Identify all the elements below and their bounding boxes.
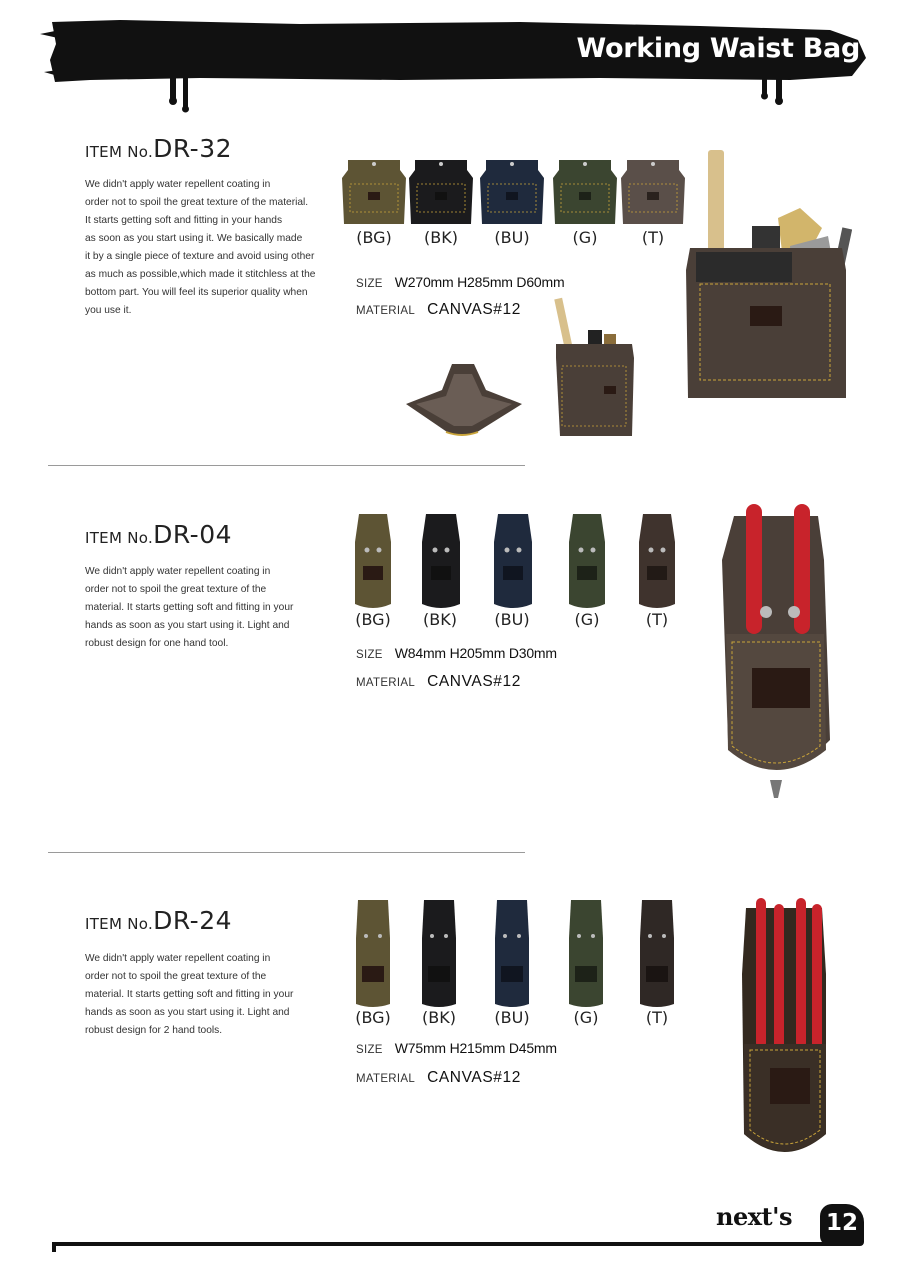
color-label: (BK) bbox=[423, 610, 457, 629]
description-line: as much as possible,which made it stitchless at the bbox=[85, 269, 316, 280]
waist-bag-thumbnail bbox=[409, 156, 473, 228]
holster-thumbnail bbox=[354, 898, 392, 1010]
holster-thumbnail bbox=[353, 512, 393, 612]
color-variant-bg bbox=[353, 512, 393, 629]
material-key: MATERIAL bbox=[356, 305, 416, 317]
color-variant-g bbox=[567, 512, 607, 629]
size-value: W75mm H215mm D45mm bbox=[394, 1040, 557, 1056]
color-label: (BU) bbox=[494, 610, 530, 629]
size-key: SIZE bbox=[356, 278, 383, 290]
color-label: (G) bbox=[572, 228, 598, 247]
item-number-prefix: ITEM No. bbox=[85, 529, 154, 547]
description-line: you use it. bbox=[85, 305, 132, 316]
material-key: MATERIAL bbox=[356, 677, 416, 689]
holster-body bbox=[422, 900, 456, 1007]
double-holster-with-pliers-photo bbox=[738, 894, 830, 1162]
holster-thumbnail bbox=[420, 898, 458, 1010]
description-line: as soon as you start using it. We basically made bbox=[85, 233, 303, 244]
section-divider bbox=[48, 465, 525, 466]
material-spec bbox=[356, 673, 521, 691]
item-number bbox=[85, 134, 232, 163]
waist-bag-thumbnail bbox=[480, 156, 544, 228]
item-number-prefix: ITEM No. bbox=[85, 915, 154, 933]
item-code: DR-32 bbox=[153, 134, 233, 163]
color-label: (T) bbox=[645, 1008, 669, 1027]
holster-body bbox=[356, 900, 390, 1007]
holster-thumbnail bbox=[420, 512, 462, 612]
size-spec bbox=[356, 1040, 557, 1058]
color-label: (BG) bbox=[355, 1008, 391, 1027]
section-divider bbox=[48, 852, 525, 853]
size-spec bbox=[356, 645, 557, 663]
color-variant-t bbox=[621, 156, 685, 247]
color-variant-g bbox=[567, 898, 605, 1027]
holster-body bbox=[494, 514, 532, 608]
description-line: robust design for one hand tool. bbox=[85, 638, 229, 649]
color-variant-bk bbox=[409, 156, 473, 247]
color-variant-bg bbox=[342, 156, 406, 247]
material-key: MATERIAL bbox=[356, 1073, 416, 1085]
description-line: order not to spoil the great texture of the bbox=[85, 584, 267, 595]
size-key: SIZE bbox=[356, 1044, 383, 1056]
size-spec bbox=[356, 274, 564, 292]
material-value: CANVAS#12 bbox=[427, 301, 521, 318]
description-line: We didn't apply water repellent coating in bbox=[85, 566, 271, 577]
color-label: (G) bbox=[574, 610, 600, 629]
holster-body bbox=[640, 900, 674, 1007]
description-line: bottom part. You will feel its superior quality when bbox=[85, 287, 308, 298]
description-line: material. It starts getting soft and fitting in your bbox=[85, 989, 294, 1000]
page-number: 12 bbox=[825, 1210, 858, 1236]
description-line: hands as soon as you start using it. Light and bbox=[85, 1007, 290, 1018]
color-variant-t bbox=[638, 898, 676, 1027]
holster-thumbnail bbox=[493, 898, 531, 1010]
color-label: (BK) bbox=[422, 1008, 456, 1027]
item-number bbox=[85, 520, 232, 549]
header-banner bbox=[0, 0, 905, 120]
material-spec bbox=[356, 1069, 521, 1087]
footer-rule-tick bbox=[52, 1242, 56, 1252]
holster-body bbox=[422, 514, 460, 608]
waist-bag-thumbnail bbox=[553, 156, 617, 228]
holster-thumbnail bbox=[637, 512, 677, 612]
color-variant-bu bbox=[480, 156, 544, 247]
color-label: (T) bbox=[641, 228, 665, 247]
bag-with-tools-photo bbox=[552, 296, 638, 438]
waist-bag-thumbnail bbox=[621, 156, 685, 228]
holster-thumbnail bbox=[567, 512, 607, 612]
description-line: hands as soon as you start using it. Light and bbox=[85, 620, 290, 631]
description-line: material. It starts getting soft and fitting in your bbox=[85, 602, 294, 613]
description-line: We didn't apply water repellent coating in bbox=[85, 953, 271, 964]
footer-rule bbox=[52, 1242, 842, 1246]
holster-thumbnail bbox=[638, 898, 676, 1010]
size-key: SIZE bbox=[356, 649, 383, 661]
footer bbox=[0, 1190, 905, 1280]
description-line: robust design for 2 hand tools. bbox=[85, 1025, 223, 1036]
color-variant-bg bbox=[354, 898, 392, 1027]
holster-body bbox=[569, 900, 603, 1007]
color-label: (BU) bbox=[494, 1008, 530, 1027]
color-variant-bk bbox=[420, 898, 458, 1027]
item-description bbox=[85, 563, 345, 653]
bag-bottom-view-photo bbox=[402, 360, 524, 440]
holster-body bbox=[355, 514, 391, 608]
description-line: We didn't apply water repellent coating in bbox=[85, 179, 271, 190]
color-label: (BG) bbox=[356, 228, 392, 247]
color-variant-bu bbox=[493, 898, 531, 1027]
material-spec bbox=[356, 301, 521, 319]
holster-body bbox=[569, 514, 605, 608]
description-line: It starts getting soft and fitting in your hands bbox=[85, 215, 283, 226]
color-label: (BG) bbox=[355, 610, 391, 629]
description-line: order not to spoil the great texture of the material. bbox=[85, 197, 309, 208]
color-label: (T) bbox=[645, 610, 669, 629]
material-value: CANVAS#12 bbox=[427, 1069, 521, 1086]
color-variant-g bbox=[553, 156, 617, 247]
size-value: W84mm H205mm D30mm bbox=[394, 645, 557, 661]
color-variant-bu bbox=[492, 512, 534, 629]
item-code: DR-24 bbox=[153, 906, 233, 935]
bag-large-photo bbox=[682, 148, 852, 400]
size-value: W270mm H285mm D60mm bbox=[394, 274, 565, 290]
color-label: (G) bbox=[573, 1008, 599, 1027]
holster-with-pliers-photo bbox=[720, 500, 832, 800]
item-description bbox=[85, 176, 345, 320]
holster-body bbox=[639, 514, 675, 608]
item-code: DR-04 bbox=[153, 520, 233, 549]
color-label: (BK) bbox=[424, 228, 458, 247]
holster-thumbnail bbox=[567, 898, 605, 1010]
item-number bbox=[85, 906, 232, 935]
item-number-prefix: ITEM No. bbox=[85, 143, 154, 161]
item-description bbox=[85, 950, 345, 1040]
color-variant-t bbox=[637, 512, 677, 629]
holster-body bbox=[495, 900, 529, 1007]
description-line: it by a single piece of texture and avoid using other bbox=[85, 251, 315, 262]
waist-bag-thumbnail bbox=[342, 156, 406, 228]
material-value: CANVAS#12 bbox=[427, 673, 521, 690]
brand-logo: next's bbox=[716, 1202, 792, 1231]
holster-thumbnail bbox=[492, 512, 534, 612]
description-line: order not to spoil the great texture of the bbox=[85, 971, 267, 982]
page-title: Working Waist Bag bbox=[576, 33, 860, 64]
color-label: (BU) bbox=[494, 228, 530, 247]
color-variant-bk bbox=[420, 512, 462, 629]
